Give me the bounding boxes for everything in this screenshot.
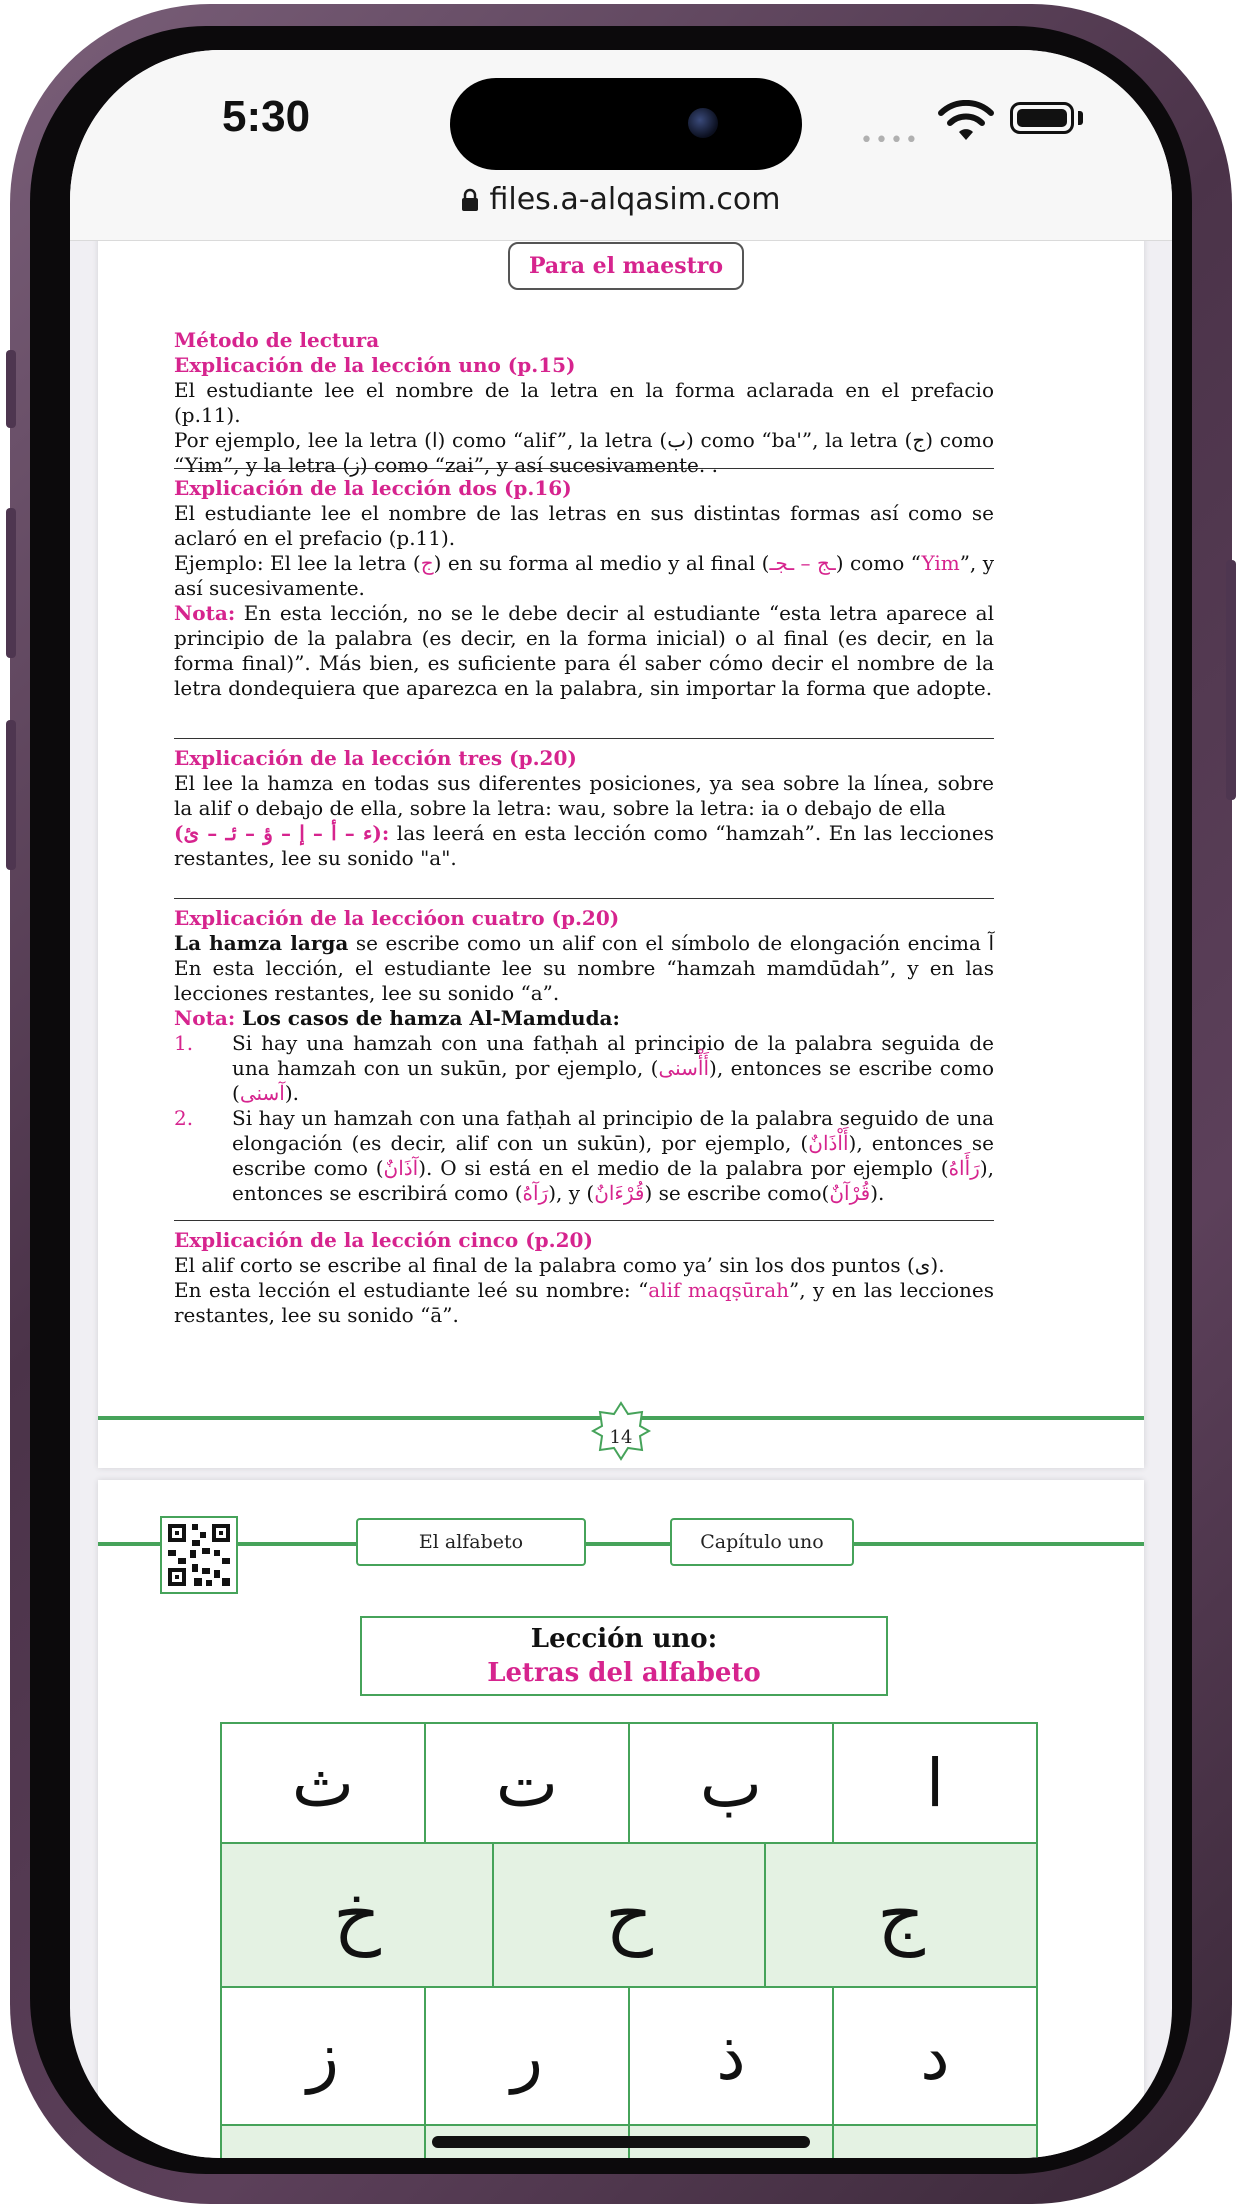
letter-cell: د bbox=[832, 1988, 1036, 2124]
lock-icon bbox=[461, 188, 479, 212]
lesson-five-paragraph-1: El alif corto se escribe al final de la palabra como ya’ sin los dos puntos (ى). bbox=[174, 1253, 945, 1277]
lesson-three-heading: Explicación de la lección tres (p.20) bbox=[174, 746, 577, 770]
wifi-icon bbox=[938, 100, 994, 144]
section-lesson-four bbox=[174, 906, 994, 1206]
lesson-two-heading: Explicación de la lección dos (p.16) bbox=[174, 476, 572, 500]
header-tag-chapter: Capítulo uno bbox=[670, 1518, 854, 1566]
section-lesson-five bbox=[174, 1228, 994, 1328]
letter-cell: ج bbox=[764, 1844, 1036, 1986]
grid-row bbox=[222, 1842, 1036, 1986]
lesson-two-paragraph-2: Ejemplo: El lee la letra (ج) en su forma al medio y al final (ـج – ـجـ) como “Yim”, y así sucesivamente. bbox=[174, 551, 995, 600]
letter-cell: ر bbox=[424, 1988, 628, 2124]
lesson-two-paragraph-1: El estudiante lee el nombre de las letras en sus distintas formas así como se aclaró en el prefacio (p.11). bbox=[174, 501, 994, 550]
list-item: 2. Si hay un hamzah con una fatḥah al principio de la palabra seguido de una elongación (es decir, alif con un sukūn), por ejemplo, (أَاْذَانٌ), entonces se escribe como (آذَانٌ). O si está en el medio de la palabra por ejemplo (رَأَاهُ), entonces se escribirá como (رَآهُ), y (قُرْءَانٌ) se escribe como(قُرْآنٌ). bbox=[174, 1106, 995, 1205]
lesson-title-box bbox=[360, 1616, 888, 1696]
letter-cell: ز bbox=[307, 2017, 339, 2095]
section-lesson-one bbox=[174, 328, 994, 478]
letter-cell: ا bbox=[832, 1724, 1036, 1842]
letter-cell: ذ bbox=[628, 1988, 832, 2124]
alphabet-grid bbox=[220, 1722, 1038, 2158]
volume-down-button[interactable] bbox=[6, 720, 16, 870]
page-number: 14 bbox=[609, 1427, 633, 1448]
action-button[interactable] bbox=[6, 350, 16, 428]
grid-row bbox=[222, 1724, 1036, 1842]
lesson-one-paragraph-2: Por ejemplo, lee la letra (ا) como “alif”, la letra (ب) como “ba'”, la letra (ج) como “Yim”, y la letra (ز) como “zai”, y así sucesivamente. . bbox=[174, 428, 994, 477]
lesson-four-heading: Explicación de la lecciόon cuatro (p.20) bbox=[174, 906, 620, 930]
lesson-five-paragraph-2: En esta lección el estudiante leé su nombre: “alif maqṣūrah”, y en las lecciones restantes, lee su sonido “ā”. bbox=[174, 1278, 994, 1327]
letter-cell: ت bbox=[424, 1724, 628, 1842]
letter-cell: ث bbox=[291, 1744, 355, 1822]
lesson-subtitle: Letras del alfabeto bbox=[487, 1658, 761, 1688]
letter-cell: خ bbox=[222, 1844, 492, 1986]
volume-up-button[interactable] bbox=[6, 508, 16, 658]
dynamic-island bbox=[450, 78, 802, 170]
divider-3 bbox=[174, 898, 994, 899]
lesson-four-paragraph-1: La hamza larga se escribe como un alif con el símbolo de elongación encima آ En esta lección, el estudiante lee su nombre “hamzah mamdūdah”, y en las lecciones restantes, lee su sonido “a”. bbox=[174, 931, 994, 1005]
lesson-five-heading: Explicación de la lección cinco (p.20) bbox=[174, 1228, 593, 1252]
battery-tip bbox=[1078, 111, 1083, 125]
divider-1 bbox=[174, 468, 994, 469]
screen bbox=[70, 50, 1172, 2158]
side-button[interactable] bbox=[1226, 560, 1236, 800]
lesson-one-heading: Explicación de la lección uno (p.15) bbox=[174, 353, 576, 377]
status-bar bbox=[70, 50, 1172, 241]
lesson-title: Lección uno: bbox=[530, 1624, 718, 1654]
home-indicator[interactable] bbox=[432, 2136, 810, 2148]
camera-icon bbox=[688, 108, 718, 138]
letter-cell bbox=[832, 2126, 1036, 2158]
teacher-badge: Para el maestro bbox=[508, 242, 744, 290]
cellular-signal-icon: •••• bbox=[860, 128, 920, 153]
battery-icon bbox=[1010, 102, 1074, 134]
pdf-page-14 bbox=[98, 230, 1144, 1468]
header-rule bbox=[98, 1542, 1144, 1546]
lesson-three-paragraph-2: (ء – أ – إ – ؤ – ئـ – ئ): las leerá en esta lección como “hamzah”. En las lecciones restantes, lee su sonido "a". bbox=[174, 821, 994, 870]
divider-4 bbox=[174, 1220, 994, 1221]
letter-cell: ب bbox=[628, 1724, 832, 1842]
letter-cell bbox=[222, 2126, 424, 2158]
section-lesson-two bbox=[174, 476, 994, 701]
address-bar[interactable] bbox=[70, 182, 1172, 217]
list-item: 1. Si hay una hamzah con una fatḥah al principio de la palabra seguida de una hamzah con un sukūn, por ejemplo, (أَأْسنى), entonces se escribe como (آسنى). bbox=[174, 1031, 994, 1105]
lesson-three-paragraph-1: El lee la hamza en todas sus diferentes posiciones, ya sea sobre la línea, sobre la alif o debajo de ella, sobre la letra: wau, sobre la letra: ia o debajo de ella bbox=[174, 771, 994, 820]
lesson-four-note: Nota: Los casos de hamza Al-Mamduda: bbox=[174, 1006, 620, 1030]
lesson-two-note: Nota: En esta lección, no se le debe decir al estudiante “esta letra aparece al principio de la palabra (es decir, en la forma inicial) o al final (es decir, en la forma final)”. Más bien, es suficiente para él saber cómo decir el nombre de la letra dondequiera que aparezca en la palabra, sin importar la forma que adopte. bbox=[174, 601, 994, 700]
pdf-page-15 bbox=[98, 1480, 1144, 2158]
status-time: 5:30 bbox=[222, 92, 311, 141]
grid-row bbox=[222, 1986, 1036, 2124]
method-heading: Método de lectura bbox=[174, 328, 380, 352]
qr-code-icon[interactable] bbox=[160, 1516, 238, 1594]
letter-cell: ح bbox=[492, 1844, 764, 1986]
header-tag-alphabet: El alfabeto bbox=[356, 1518, 586, 1566]
section-lesson-three bbox=[174, 746, 994, 871]
divider-2 bbox=[174, 738, 994, 739]
url-text: files.a-alqasim.com bbox=[489, 182, 781, 217]
lesson-one-paragraph-1: El estudiante lee el nombre de la letra en la forma aclarada en el prefacio (p.11). bbox=[174, 378, 994, 427]
